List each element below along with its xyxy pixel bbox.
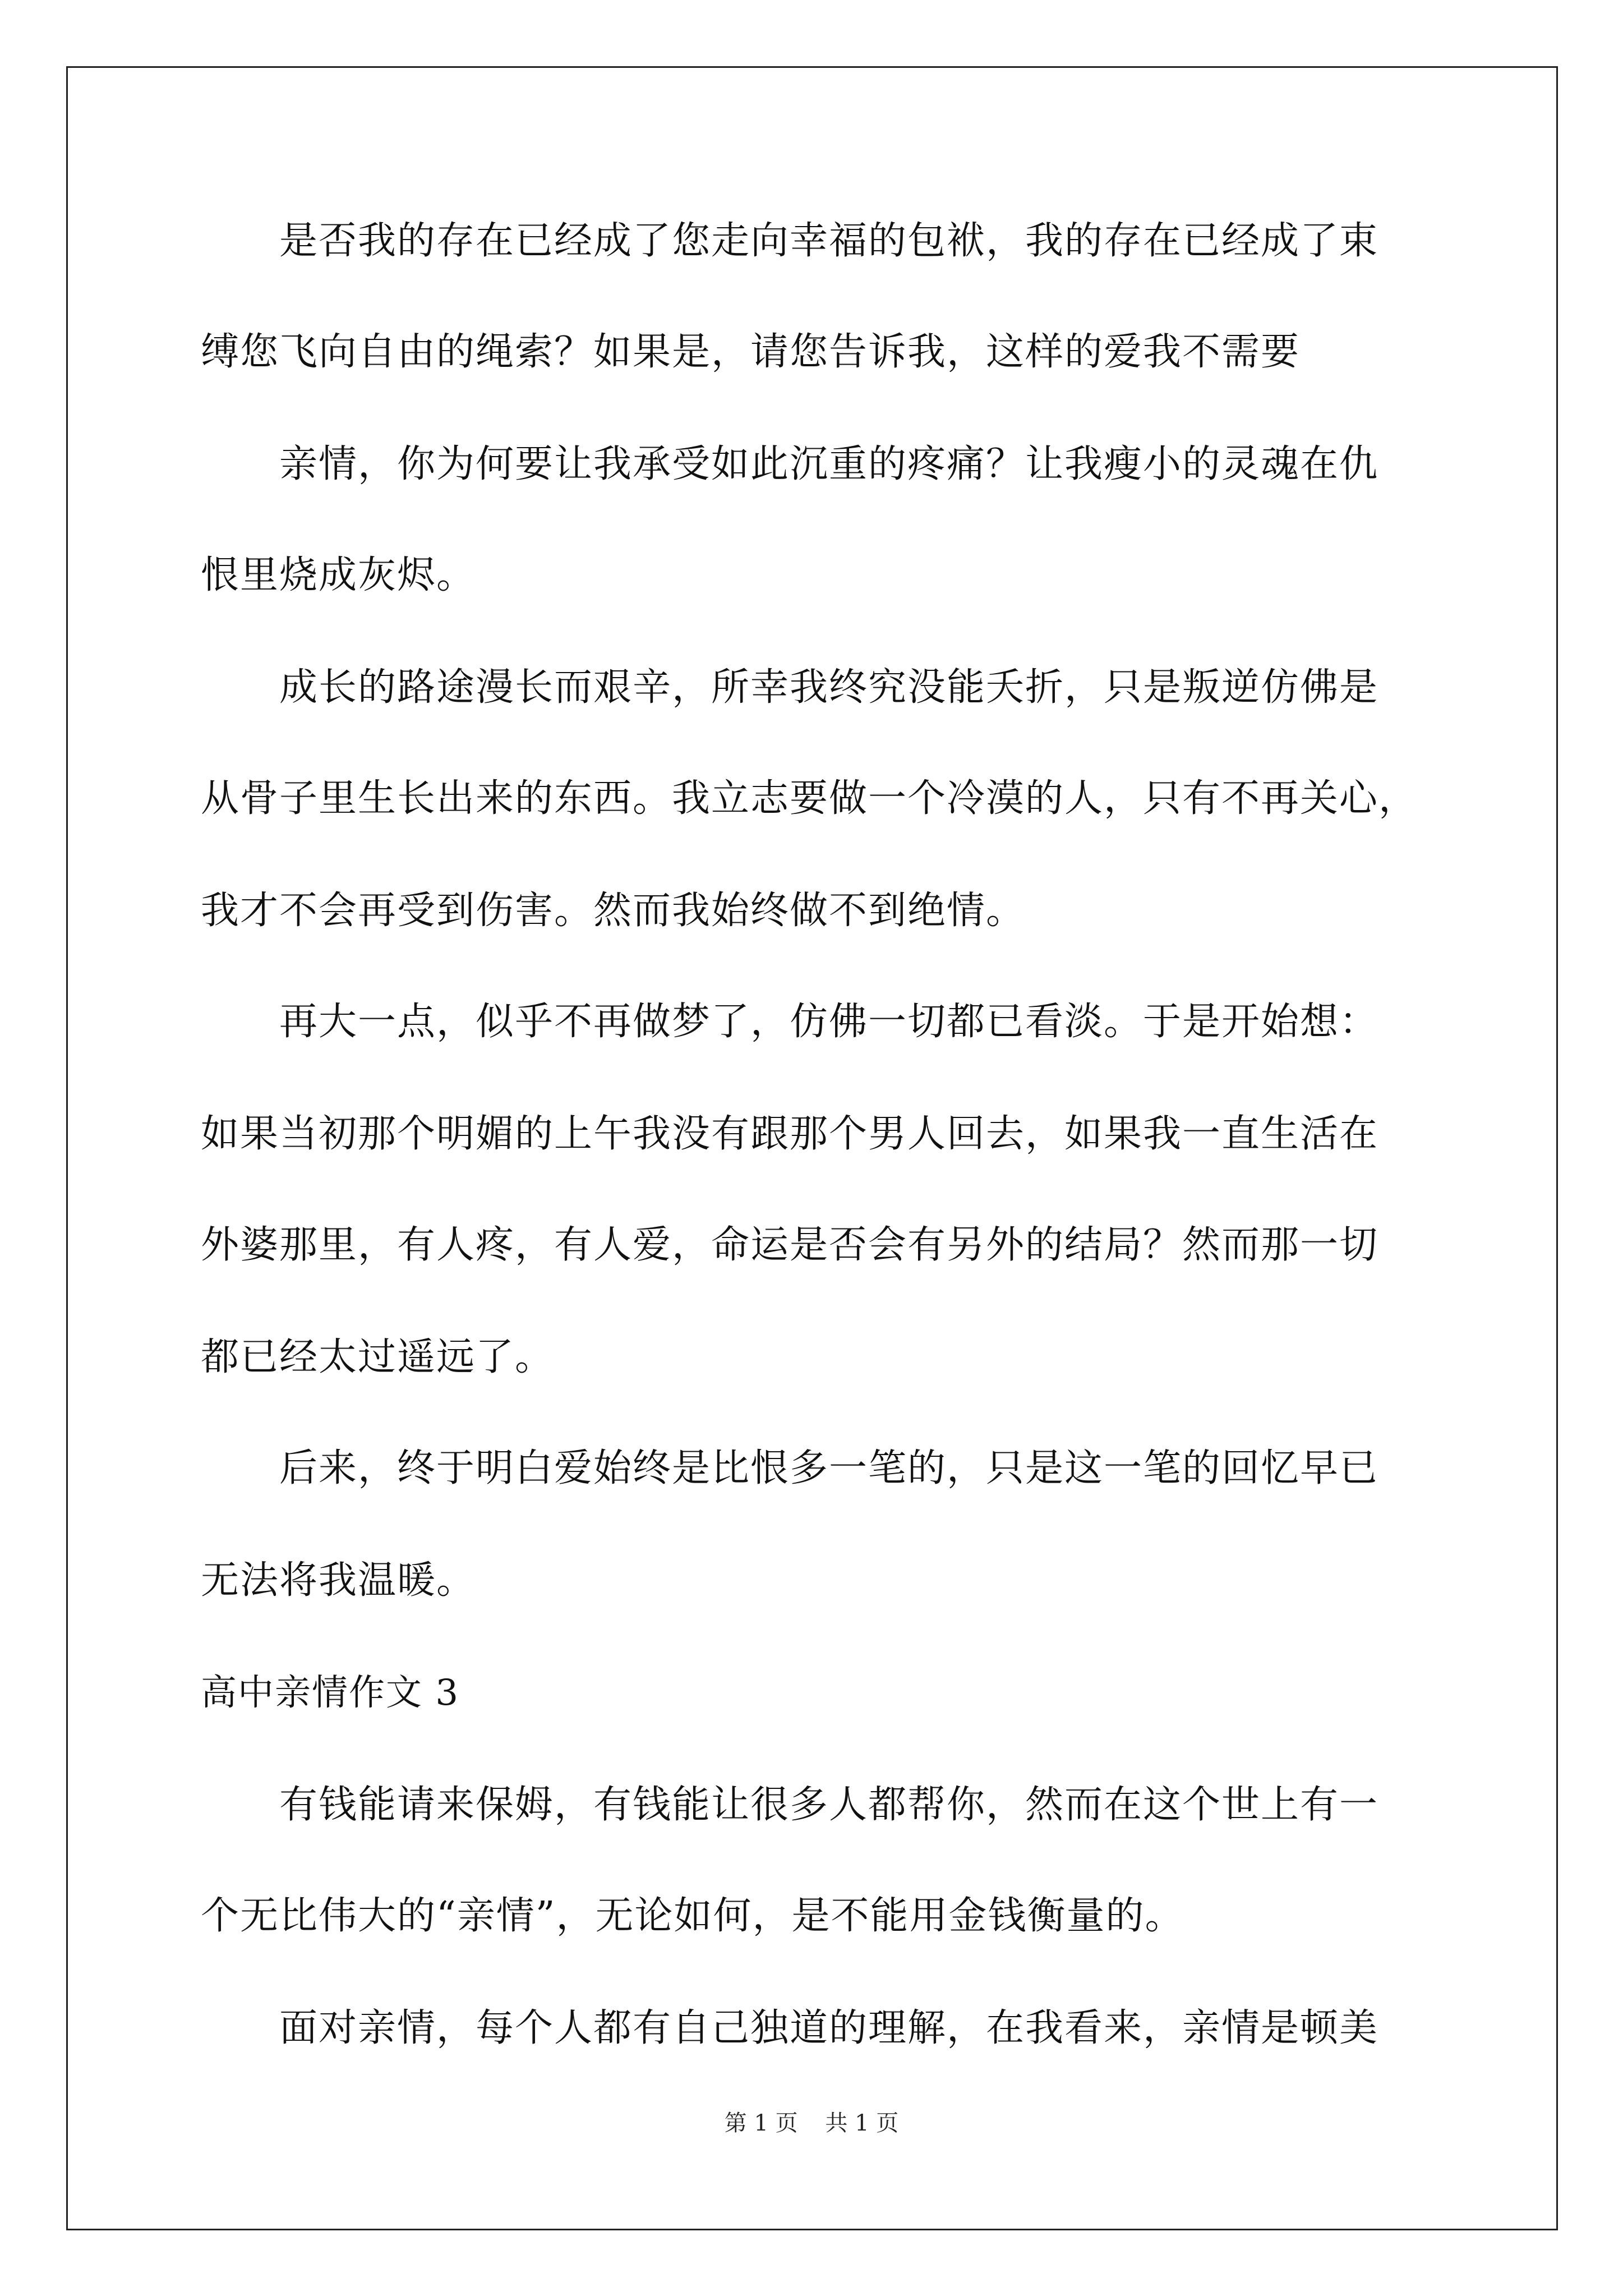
paragraph-line: 外婆那里，有人疼，有人爱，命运是否会有另外的结局？然而那一切 xyxy=(201,1223,1379,1267)
paragraph-line: 面对亲情，每个人都有自己独道的理解，在我看来，亲情是顿美 xyxy=(201,2006,1379,2050)
paragraph-line: 缚您飞向自由的绳索？如果是，请您告诉我，这样的爱我不需要 xyxy=(201,330,1301,374)
paragraph-line: 再大一点，似乎不再做梦了，仿佛一切都已看淡。于是开始想： xyxy=(201,1000,1379,1044)
paragraph-line: 恨里烧成灰烬。 xyxy=(201,553,476,597)
paragraph-line: 是否我的存在已经成了您走向幸福的包袱，我的存在已经成了束 xyxy=(201,219,1379,263)
paragraph-line: 无法将我温暖。 xyxy=(201,1558,476,1603)
page-number: 第 1 页 xyxy=(724,2110,798,2136)
paragraph-line: 都已经太过遥远了。 xyxy=(201,1335,555,1379)
paragraph-line: 我才不会再受到伤害。然而我始终做不到绝情。 xyxy=(201,889,1026,933)
paragraph-line: 如果当初那个明媚的上午我没有跟那个男人回去，如果我一直生活在 xyxy=(201,1112,1379,1156)
paragraph-line: 有钱能请来保姆，有钱能让很多人都帮你，然而在这个世上有一 xyxy=(201,1783,1379,1827)
page-total: 共 1 页 xyxy=(825,2110,899,2136)
paragraph-line: 成长的路途漫长而艰辛，所幸我终究没能夭折，只是叛逆仿佛是 xyxy=(201,665,1379,710)
section-heading: 高中亲情作文 3 xyxy=(201,1672,460,1714)
paragraph-line: 个无比伟大的“亲情”，无论如何，是不能用金钱衡量的。 xyxy=(201,1894,1184,1938)
page-footer xyxy=(0,2106,1623,2140)
paragraph-line: 后来，终于明白爱始终是比恨多一笔的，只是这一笔的回忆早已 xyxy=(201,1446,1379,1490)
paragraph-line: 亲情，你为何要让我承受如此沉重的疼痛？让我瘦小的灵魂在仇 xyxy=(201,442,1379,486)
paragraph-line: 从骨子里生长出来的东西。我立志要做一个冷漠的人，只有不再关心， xyxy=(201,776,1418,821)
